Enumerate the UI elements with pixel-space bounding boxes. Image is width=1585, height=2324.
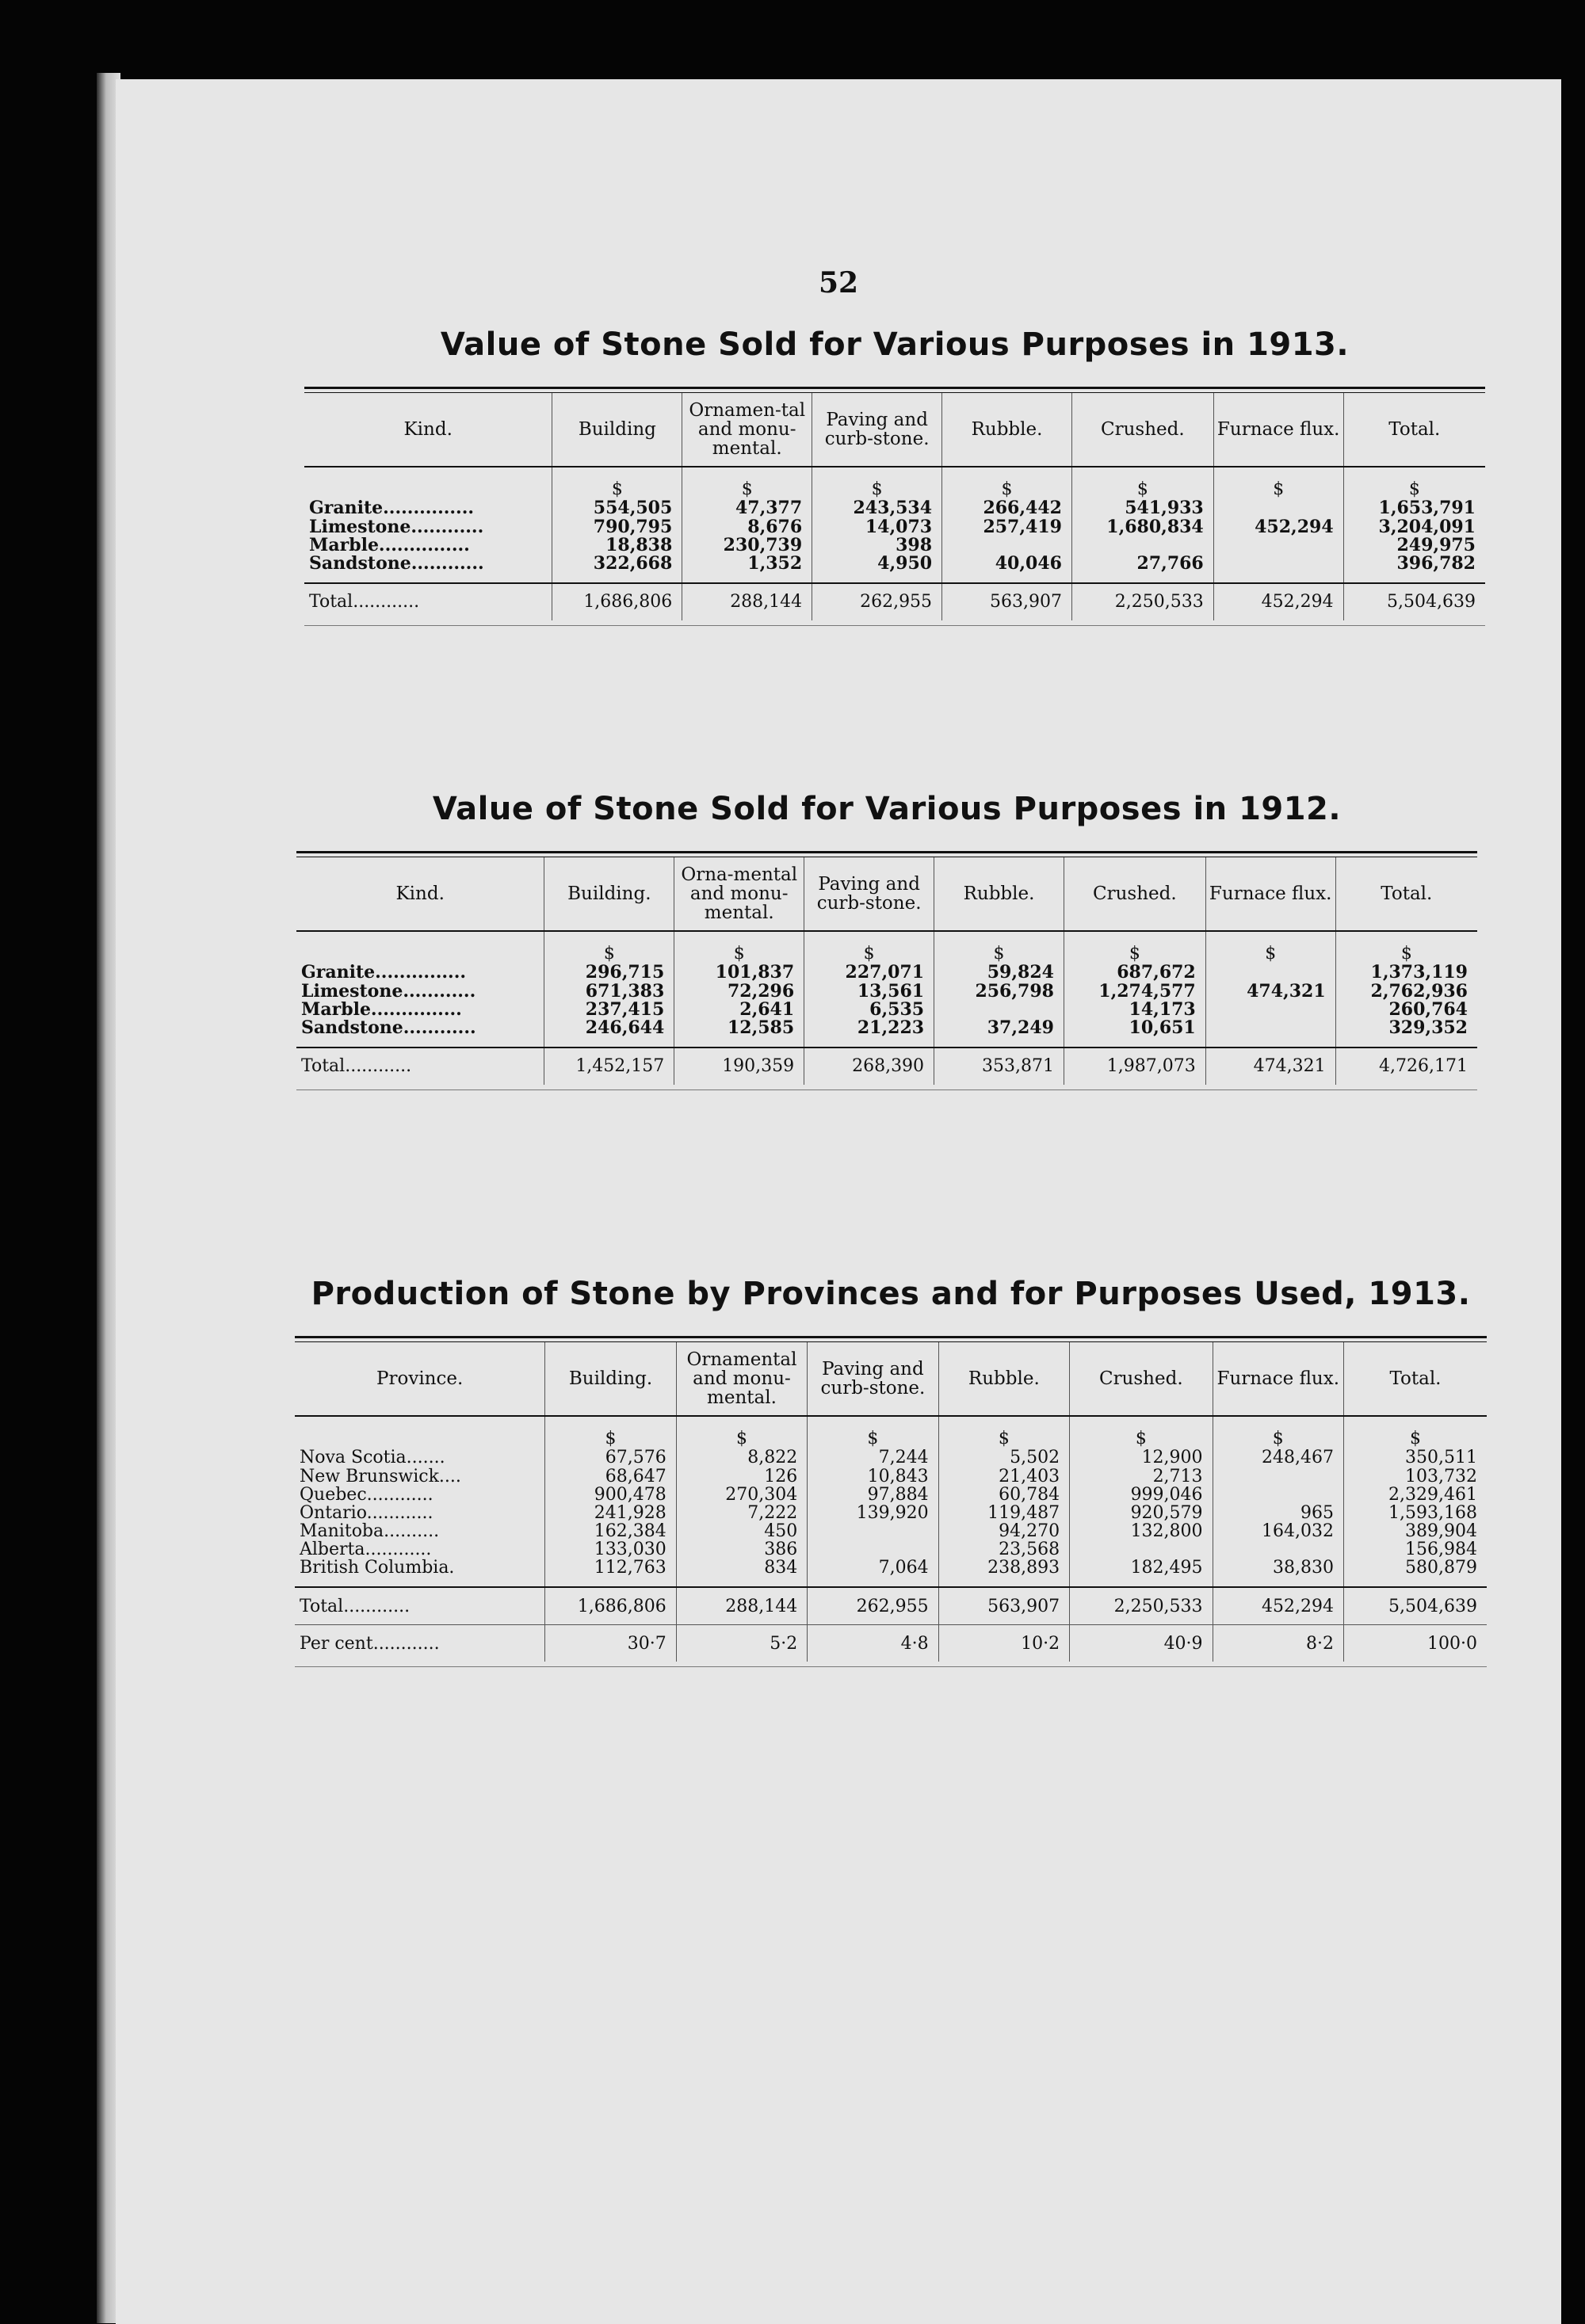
table-cell: 2,329,461: [1343, 1486, 1487, 1504]
column-header: Orna-mental and monu-mental.: [674, 857, 804, 931]
table-cell: 12,585: [674, 1019, 804, 1037]
table-cell: 30·7: [545, 1625, 676, 1662]
table-cell: 1,680,834: [1071, 518, 1213, 536]
table-row: [304, 518, 1485, 536]
table-cell: $: [1343, 467, 1485, 499]
column-header: Paving and curb-stone.: [804, 857, 934, 931]
table-cell: [812, 573, 942, 583]
table-cell: 474,321: [1205, 983, 1335, 1001]
table-cell: 452,294: [1213, 518, 1343, 536]
spacer-row: [296, 1037, 1477, 1048]
table-section-provinces: [295, 1276, 1487, 1667]
table-cell: $: [804, 931, 934, 964]
column-header: Rubble.: [942, 393, 1072, 467]
column-header: Total.: [1343, 393, 1485, 467]
table-cell: [942, 573, 1072, 583]
table-cell: 8,676: [682, 518, 812, 536]
table-title: Value of Stone Sold for Various Purposes in 1913.: [440, 326, 1350, 363]
column-header: Furnace flux.: [1213, 1342, 1343, 1416]
row-label: Sandstone............: [301, 1018, 476, 1037]
table-cell: 10·2: [938, 1625, 1069, 1662]
table-cell: [544, 1037, 674, 1048]
column-header: Paving and curb-stone.: [812, 393, 942, 467]
table-cell: [1213, 536, 1343, 555]
table-cell: [934, 1037, 1064, 1048]
table-cell: $: [1343, 1416, 1487, 1448]
table-cell: 4,950: [812, 555, 942, 573]
table-cell: 132,800: [1070, 1522, 1213, 1540]
table-cell: [808, 1540, 938, 1559]
total-row: [296, 1048, 1477, 1085]
column-header: Ornamen-tal and monu-mental.: [682, 393, 812, 467]
row-label: Total............: [296, 1048, 544, 1085]
table-cell: 268,390: [804, 1048, 934, 1085]
table-cell: 112,763: [545, 1559, 676, 1577]
table-row: [295, 1559, 1487, 1577]
table-cell: 241,928: [545, 1504, 676, 1522]
table-cell: 1,987,073: [1064, 1048, 1205, 1085]
table-cell: 59,824: [934, 964, 1064, 982]
table-row: [296, 1019, 1477, 1037]
table-cell: 386: [676, 1540, 807, 1559]
table-row: [295, 1486, 1487, 1504]
table-cell: 60,784: [938, 1486, 1069, 1504]
table-cell: 248,467: [1213, 1448, 1343, 1467]
row-label: Limestone............: [301, 982, 476, 1001]
table-cell: 1,593,168: [1343, 1504, 1487, 1522]
table-cell: $: [1071, 467, 1213, 499]
column-header: Building: [552, 393, 682, 467]
table-title: Production of Stone by Provinces and for Purposes Used, 1913.: [311, 1276, 1471, 1312]
table-cell: 262,955: [812, 583, 942, 620]
table-cell: 227,071: [804, 964, 934, 982]
table-cell: 10,651: [1064, 1019, 1205, 1037]
column-header: Ornamental and monu-mental.: [676, 1342, 807, 1416]
table-cell: 156,984: [1343, 1540, 1487, 1559]
table-cell: 13,561: [804, 983, 934, 1001]
table-cell: $: [544, 931, 674, 964]
table-cell: 2,713: [1070, 1467, 1213, 1486]
document-page: [116, 79, 1561, 2324]
table-cell: [1343, 1577, 1487, 1587]
table-cell: $: [545, 1416, 676, 1448]
row-label: Nova Scotia.......: [300, 1448, 445, 1467]
row-label: [295, 1416, 545, 1448]
table-row: [295, 1448, 1487, 1467]
table-cell: 1,274,577: [1064, 983, 1205, 1001]
table-cell: [1070, 1577, 1213, 1587]
row-label: Alberta............: [300, 1540, 432, 1559]
table-cell: 580,879: [1343, 1559, 1487, 1577]
table-cell: 2,250,533: [1070, 1587, 1213, 1625]
table-title: Value of Stone Sold for Various Purposes in 1912.: [432, 791, 1342, 827]
table-cell: [1071, 573, 1213, 583]
table-cell: 72,296: [674, 983, 804, 1001]
data-table: [304, 393, 1485, 620]
table-cell: 14,073: [812, 518, 942, 536]
table-cell: 353,871: [934, 1048, 1064, 1085]
table-cell: 474,321: [1205, 1048, 1335, 1085]
row-label: Limestone............: [309, 517, 484, 536]
table-cell: 1,452,157: [544, 1048, 674, 1085]
table-cell: 288,144: [682, 583, 812, 620]
table-cell: [674, 1037, 804, 1048]
total-row: [295, 1587, 1487, 1625]
table-cell: $: [674, 931, 804, 964]
table-cell: [942, 536, 1072, 555]
table-section-1913-purposes: [304, 326, 1485, 626]
table-cell: [1070, 1540, 1213, 1559]
table-cell: 23,568: [938, 1540, 1069, 1559]
table-row: [296, 1001, 1477, 1019]
row-label: New Brunswick....: [300, 1467, 461, 1486]
table-cell: 260,764: [1335, 1001, 1477, 1019]
row-label: Ontario............: [300, 1503, 433, 1522]
column-header: Kind.: [304, 393, 552, 467]
column-header: Building.: [544, 857, 674, 931]
table-cell: 2,641: [674, 1001, 804, 1019]
table-cell: [808, 1522, 938, 1540]
page-number: 52: [818, 266, 859, 300]
table-cell: 262,955: [808, 1587, 938, 1625]
table-cell: [676, 1577, 807, 1587]
divider: [295, 1336, 1487, 1342]
table-cell: 999,046: [1070, 1486, 1213, 1504]
table-cell: [296, 1037, 544, 1048]
table-cell: 452,294: [1213, 583, 1343, 620]
table-cell: [1343, 573, 1485, 583]
column-header: Crushed.: [1071, 393, 1213, 467]
table-cell: [295, 1577, 545, 1587]
table-cell: 389,904: [1343, 1522, 1487, 1540]
table-row: [295, 1467, 1487, 1486]
table-cell: [1213, 1467, 1343, 1486]
table-cell: 6,535: [804, 1001, 934, 1019]
row-label: Sandstone............: [309, 554, 484, 573]
column-header: Crushed.: [1070, 1342, 1213, 1416]
table-cell: 834: [676, 1559, 807, 1577]
table-cell: 12,900: [1070, 1448, 1213, 1467]
table-cell: 47,377: [682, 499, 812, 517]
row-label: [296, 931, 544, 964]
table-cell: 68,647: [545, 1467, 676, 1486]
table-cell: [1213, 1577, 1343, 1587]
table-cell: 5,502: [938, 1448, 1069, 1467]
table-cell: 322,668: [552, 555, 682, 573]
column-header: Paving and curb-stone.: [808, 1342, 938, 1416]
table-cell: 270,304: [676, 1486, 807, 1504]
table-cell: 40·9: [1070, 1625, 1213, 1662]
table-cell: 2,250,533: [1071, 583, 1213, 620]
table-cell: 398: [812, 536, 942, 555]
table-cell: 21,403: [938, 1467, 1069, 1486]
table-cell: 237,415: [544, 1001, 674, 1019]
row-label: Quebec............: [300, 1485, 433, 1504]
column-header: Kind.: [296, 857, 544, 931]
table-cell: 10,843: [808, 1467, 938, 1486]
table-cell: 256,798: [934, 983, 1064, 1001]
table-cell: 162,384: [545, 1522, 676, 1540]
table-cell: 554,505: [552, 499, 682, 517]
table-cell: 97,884: [808, 1486, 938, 1504]
table-cell: 37,249: [934, 1019, 1064, 1037]
column-header: Furnace flux.: [1213, 393, 1343, 467]
row-label: Total............: [304, 583, 552, 620]
table-cell: 139,920: [808, 1504, 938, 1522]
table-cell: [938, 1577, 1069, 1587]
column-header: Province.: [295, 1342, 545, 1416]
table-cell: 243,534: [812, 499, 942, 517]
table-cell: [1213, 555, 1343, 573]
data-table: [295, 1342, 1487, 1662]
row-label: Per cent............: [295, 1625, 545, 1662]
row-label: Marble...............: [309, 536, 470, 555]
table-cell: 5·2: [676, 1625, 807, 1662]
row-label: British Columbia.: [300, 1558, 455, 1578]
table-cell: 103,732: [1343, 1467, 1487, 1486]
table-cell: 94,270: [938, 1522, 1069, 1540]
table-cell: 238,893: [938, 1559, 1069, 1577]
table-cell: 3,204,091: [1343, 518, 1485, 536]
table-cell: 900,478: [545, 1486, 676, 1504]
table-cell: 119,487: [938, 1504, 1069, 1522]
table-cell: [808, 1577, 938, 1587]
divider: [304, 625, 1485, 626]
table-cell: 27,766: [1071, 555, 1213, 573]
table-cell: 182,495: [1070, 1559, 1213, 1577]
table-cell: 67,576: [545, 1448, 676, 1467]
row-label: Granite...............: [309, 499, 475, 518]
table-cell: 452,294: [1213, 1587, 1343, 1625]
table-cell: $: [1213, 467, 1343, 499]
column-header: Building.: [545, 1342, 676, 1416]
divider: [295, 1666, 1487, 1667]
table-cell: 18,838: [552, 536, 682, 555]
table-cell: [545, 1577, 676, 1587]
table-cell: 4·8: [808, 1625, 938, 1662]
table-cell: 100·0: [1343, 1625, 1487, 1662]
column-header: Rubble.: [934, 857, 1064, 931]
table-cell: 450: [676, 1522, 807, 1540]
table-row: [304, 499, 1485, 517]
table-cell: [682, 573, 812, 583]
header-row: [296, 857, 1477, 931]
table-cell: 257,419: [942, 518, 1072, 536]
table-cell: 230,739: [682, 536, 812, 555]
table-cell: 296,715: [544, 964, 674, 982]
table-cell: [1064, 1037, 1205, 1048]
currency-row: [295, 1416, 1487, 1448]
table-cell: [1071, 536, 1213, 555]
table-cell: $: [676, 1416, 807, 1448]
table-cell: 1,686,806: [545, 1587, 676, 1625]
table-cell: [1205, 1019, 1335, 1037]
table-cell: 246,644: [544, 1019, 674, 1037]
table-cell: $: [934, 931, 1064, 964]
table-cell: 396,782: [1343, 555, 1485, 573]
table-cell: 563,907: [938, 1587, 1069, 1625]
table-cell: 249,975: [1343, 536, 1485, 555]
table-row: [296, 983, 1477, 1001]
table-cell: 7,064: [808, 1559, 938, 1577]
table-cell: 5,504,639: [1343, 583, 1485, 620]
table-cell: $: [938, 1416, 1069, 1448]
table-row: [295, 1522, 1487, 1540]
table-cell: 920,579: [1070, 1504, 1213, 1522]
table-cell: 38,830: [1213, 1559, 1343, 1577]
table-cell: 965: [1213, 1504, 1343, 1522]
table-cell: 190,359: [674, 1048, 804, 1085]
header-row: [304, 393, 1485, 467]
table-cell: [1213, 1486, 1343, 1504]
table-cell: 790,795: [552, 518, 682, 536]
table-cell: [1205, 1001, 1335, 1019]
table-cell: 563,907: [942, 583, 1072, 620]
currency-row: [296, 931, 1477, 964]
row-label: Manitoba..........: [300, 1521, 440, 1540]
table-cell: [1213, 1540, 1343, 1559]
table-cell: [804, 1037, 934, 1048]
spacer-row: [304, 573, 1485, 583]
percent-row: [295, 1625, 1487, 1662]
table-cell: 101,837: [674, 964, 804, 982]
table-cell: 288,144: [676, 1587, 807, 1625]
table-cell: 329,352: [1335, 1019, 1477, 1037]
table-cell: [934, 1001, 1064, 1019]
divider: [296, 851, 1477, 857]
column-header: Total.: [1343, 1342, 1487, 1416]
header-row: [295, 1342, 1487, 1416]
table-cell: 1,653,791: [1343, 499, 1485, 517]
table-cell: 1,686,806: [552, 583, 682, 620]
currency-row: [304, 467, 1485, 499]
table-row: [304, 555, 1485, 573]
table-cell: 541,933: [1071, 499, 1213, 517]
table-section-1912-purposes: [296, 791, 1477, 1090]
table-cell: $: [1205, 931, 1335, 964]
table-cell: 687,672: [1064, 964, 1205, 982]
table-cell: 1,352: [682, 555, 812, 573]
row-label: Granite...............: [301, 964, 467, 983]
table-cell: $: [942, 467, 1072, 499]
table-cell: 164,032: [1213, 1522, 1343, 1540]
table-cell: [1205, 964, 1335, 982]
table-cell: [1205, 1037, 1335, 1048]
total-row: [304, 583, 1485, 620]
table-cell: [304, 573, 552, 583]
table-row: [295, 1504, 1487, 1522]
table-cell: 21,223: [804, 1019, 934, 1037]
column-header: Crushed.: [1064, 857, 1205, 931]
table-cell: 8·2: [1213, 1625, 1343, 1662]
table-cell: [1213, 573, 1343, 583]
table-cell: 4,726,171: [1335, 1048, 1477, 1085]
table-cell: 2,762,936: [1335, 983, 1477, 1001]
table-cell: $: [1335, 931, 1477, 964]
table-cell: 8,822: [676, 1448, 807, 1467]
spacer-row: [295, 1577, 1487, 1587]
table-row: [295, 1540, 1487, 1559]
row-label: Marble...............: [301, 1000, 462, 1019]
table-row: [296, 964, 1477, 982]
column-header: Total.: [1335, 857, 1477, 931]
table-cell: 40,046: [942, 555, 1072, 573]
table-cell: $: [812, 467, 942, 499]
table-cell: 671,383: [544, 983, 674, 1001]
table-cell: $: [682, 467, 812, 499]
data-table: [296, 857, 1477, 1085]
table-cell: $: [1213, 1416, 1343, 1448]
table-cell: [1213, 499, 1343, 517]
table-cell: [552, 573, 682, 583]
row-label: [304, 467, 552, 499]
table-cell: 350,511: [1343, 1448, 1487, 1467]
table-cell: [1335, 1037, 1477, 1048]
divider: [296, 1089, 1477, 1090]
table-cell: 7,244: [808, 1448, 938, 1467]
table-cell: 133,030: [545, 1540, 676, 1559]
table-cell: 126: [676, 1467, 807, 1486]
table-cell: $: [1070, 1416, 1213, 1448]
divider: [304, 387, 1485, 393]
column-header: Furnace flux.: [1205, 857, 1335, 931]
column-header: Rubble.: [938, 1342, 1069, 1416]
table-cell: 5,504,639: [1343, 1587, 1487, 1625]
table-cell: 266,442: [942, 499, 1072, 517]
row-label: Total............: [295, 1587, 545, 1625]
table-cell: 7,222: [676, 1504, 807, 1522]
table-cell: $: [1064, 931, 1205, 964]
table-cell: $: [552, 467, 682, 499]
table-cell: $: [808, 1416, 938, 1448]
table-row: [304, 536, 1485, 555]
table-cell: 1,373,119: [1335, 964, 1477, 982]
table-cell: 14,173: [1064, 1001, 1205, 1019]
